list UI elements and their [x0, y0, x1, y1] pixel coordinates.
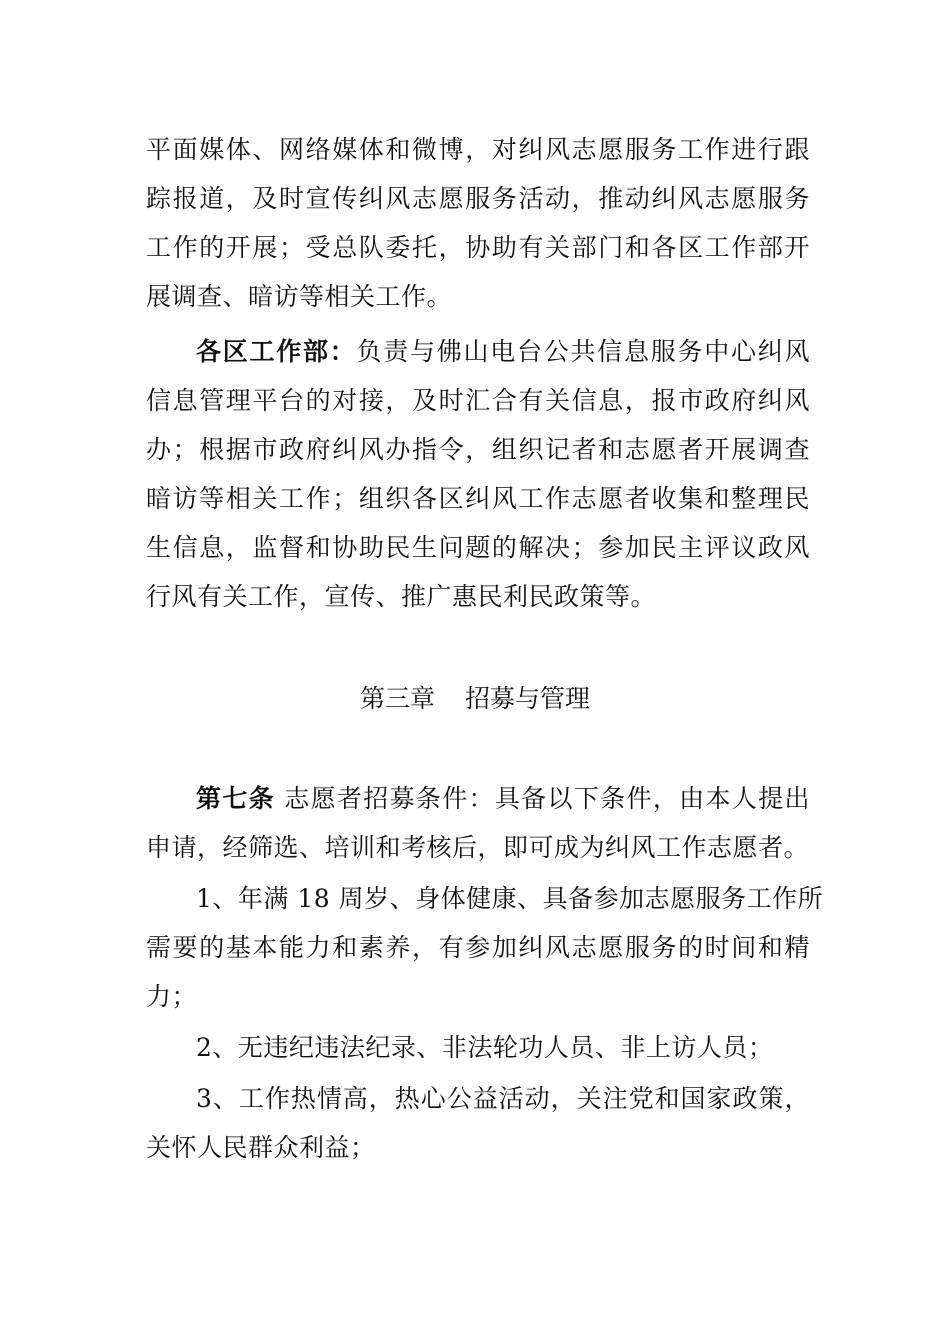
paragraph-line: 生信息，监督和协助民生问题的解决；参加民主评议政风: [146, 533, 810, 562]
condition-line: 2、无违纪违法纪录、非法轮功人员、非上访人员；: [196, 1033, 774, 1062]
article-label: 第七条: [196, 784, 275, 813]
paragraph-line: 办；根据市政府纠风办指令，组织记者和志愿者开展调查: [146, 435, 810, 464]
chapter-number: 第三章: [359, 684, 435, 713]
condition-line: 需要的基本能力和素养，有参加纠风志愿服务的时间和精: [146, 933, 810, 962]
district-first-line: [196, 336, 810, 368]
condition-line: 关怀人民群众利益；: [146, 1133, 376, 1162]
paragraph-line: 行风有关工作，宣传、推广惠民利民政策等。: [146, 582, 657, 611]
paragraph-line: 踪报道，及时宣传纠风志愿服务活动，推动纠风志愿服务: [146, 184, 810, 213]
chapter-heading: [0, 683, 950, 715]
district-first-text: 负责与佛山电台公共信息服务中心纠风: [356, 337, 810, 366]
paragraph-line: 展调查、暗访等相关工作。: [146, 282, 453, 311]
article-first-line: [196, 783, 810, 815]
paragraph-line: 平面媒体、网络媒体和微博，对纠风志愿服务工作进行跟: [146, 135, 810, 164]
paragraph-line: 暗访等相关工作；组织各区纠风工作志愿者收集和整理民: [146, 484, 810, 513]
district-label: 各区工作部：: [196, 337, 357, 366]
article-first-text: 志愿者招募条件：具备以下条件，由本人提出: [274, 784, 810, 813]
paragraph-line: 信息管理平台的对接，及时汇合有关信息，报市政府纠风: [146, 386, 810, 415]
paragraph-line: 工作的开展；受总队委托，协助有关部门和各区工作部开: [146, 233, 810, 262]
condition-line: 1、年满 18 周岁、身体健康、具备参加志愿服务工作所: [196, 884, 824, 913]
paragraph-line: 申请，经筛选、培训和考核后，即可成为纠风工作志愿者。: [146, 833, 810, 862]
condition-line: 力；: [146, 982, 198, 1011]
chapter-title: 招募与管理: [465, 684, 591, 713]
condition-line: 3、工作热情高，热心公益活动，关注党和国家政策，: [196, 1084, 810, 1113]
